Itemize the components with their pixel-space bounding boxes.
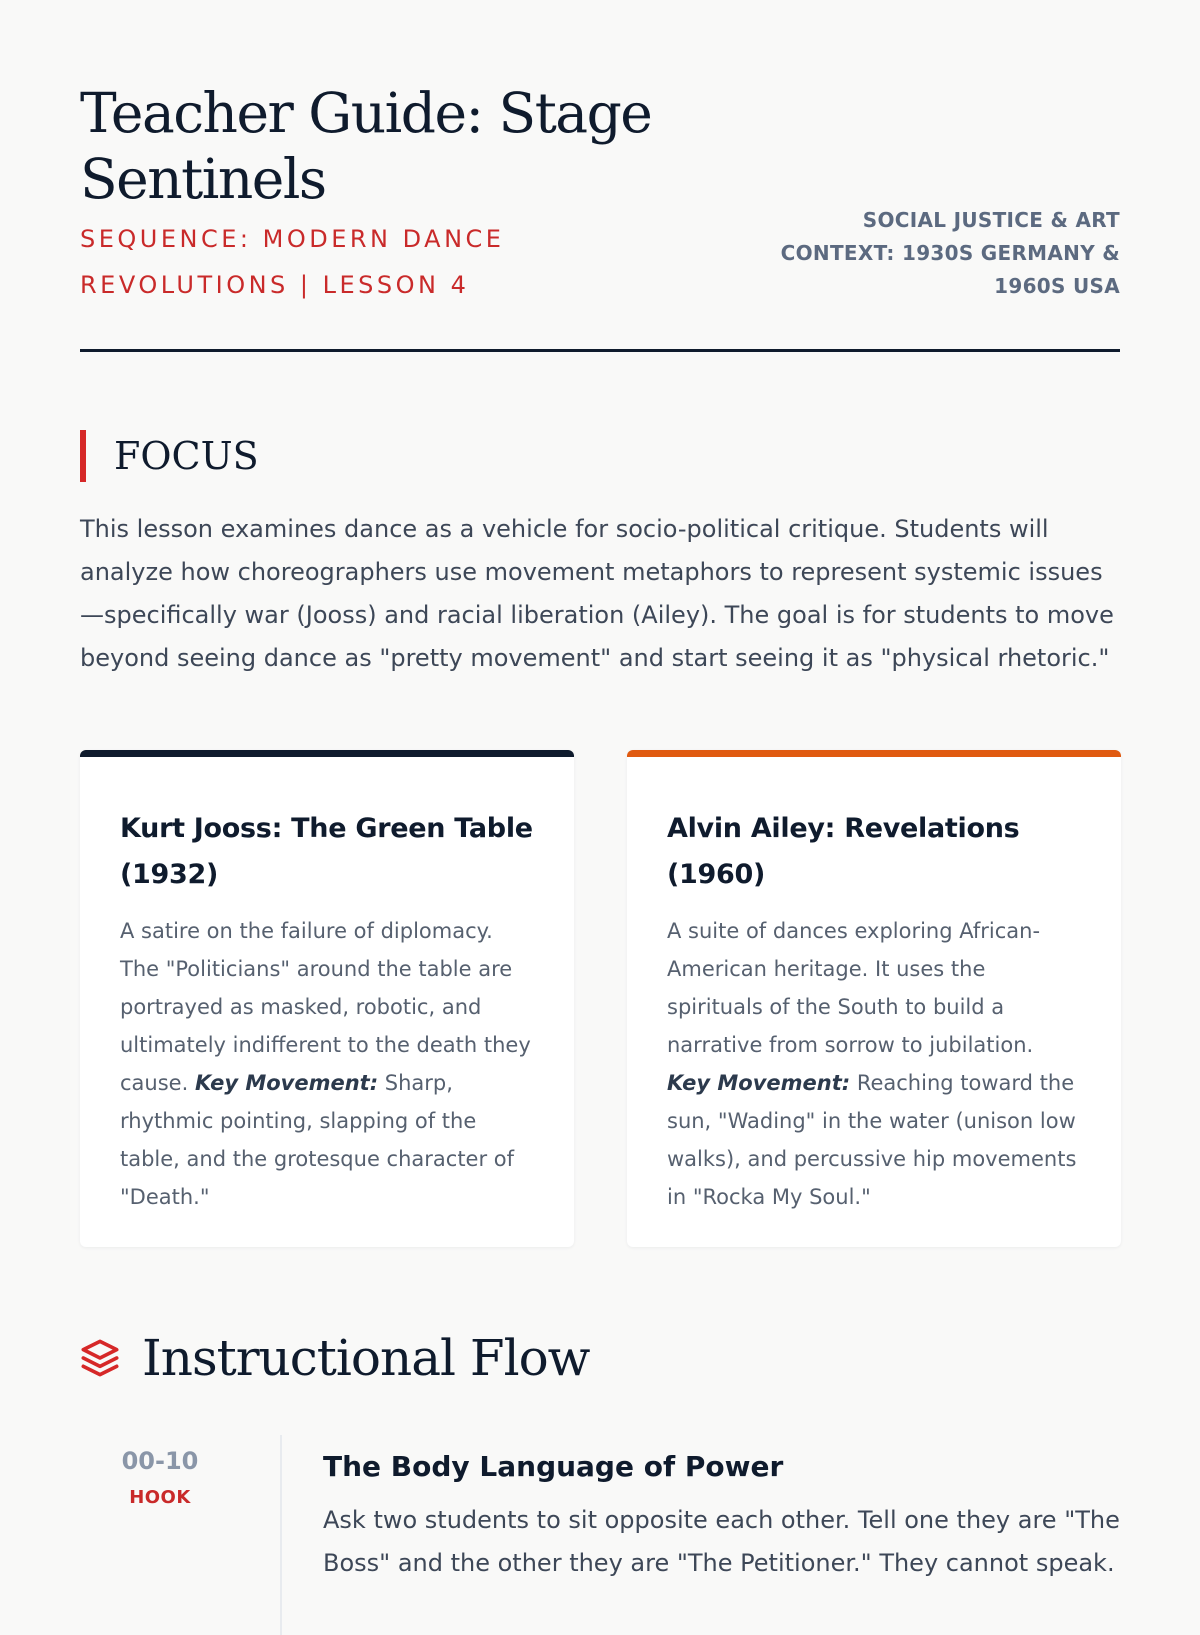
meta-context: CONTEXT: 1930S GERMANY & 1960S USA (780, 241, 1120, 298)
step-phase: HOOK (129, 1487, 191, 1508)
timeline-divider (280, 1435, 282, 1635)
instructional-flow-heading (80, 1328, 589, 1388)
layers-icon (80, 1338, 120, 1378)
key-movement-label: Key Movement: (194, 1071, 379, 1095)
step-text: Ask two students to sit opposite each other. Tell one they are "The Boss" and the other they are "The Petitioner." They cannot speak. (323, 1506, 1120, 1577)
card-jooss (80, 750, 574, 1247)
focus-section (80, 430, 1120, 680)
meta-theme: SOCIAL JUSTICE & ART (862, 208, 1120, 232)
card-body-text: A suite of dances exploring African-American heritage. It uses the spirituals of the South to build a narrative from sorrow to jubilation. (667, 919, 1041, 1057)
card-title: Alvin Ailey: Revelations (1960) (667, 813, 1020, 890)
card-description (120, 912, 534, 1216)
choreographer-cards (80, 750, 1120, 1247)
sequence-subtitle: SEQUENCE: MODERN DANCE REVOLUTIONS | LESSON 4 (80, 225, 505, 299)
card-ailey (627, 750, 1121, 1247)
card-body-text: A satire on the failure of diplomacy. The "Politicians" around the table are portrayed as masked, robotic, and ultimately indifferent to the death they cause. (120, 919, 531, 1095)
step-title: The Body Language of Power (323, 1450, 784, 1483)
card-title: Kurt Jooss: The Green Table (1932) (120, 813, 533, 890)
card-description (667, 912, 1081, 1216)
step-time: 00-10 (121, 1447, 199, 1475)
page-header (80, 80, 1120, 352)
key-movement-text: Reaching toward the sun, "Wading" in the water (unison low walks), and percussive hip movements in "Rocka My Soul." (667, 1071, 1077, 1209)
flow-title: Instructional Flow (142, 1329, 590, 1387)
focus-heading (80, 430, 1120, 482)
key-movement-text: Sharp, rhythmic pointing, slapping of the table, and the grotesque character of "Death." (120, 1071, 515, 1209)
page-title: Teacher Guide: Stage Sentinels (80, 81, 652, 211)
flow-step (80, 1435, 1120, 1635)
key-movement-label: Key Movement: (667, 1071, 851, 1095)
teacher-guide-page (80, 0, 1120, 1577)
focus-accent-bar (80, 430, 86, 482)
step-content (323, 1435, 1120, 1585)
focus-title: FOCUS (114, 434, 259, 478)
focus-text: This lesson examines dance as a vehicle for socio-political critique. Students will analyze how choreographers use movement metaphors to represent systemic issues—specifically war (Jooss) and racial liberation (Ailey). The goal is for students to move beyond seeing dance as "pretty movement" and start seeing it as "physical rhetoric." (80, 515, 1114, 672)
lesson-meta (760, 204, 1120, 303)
